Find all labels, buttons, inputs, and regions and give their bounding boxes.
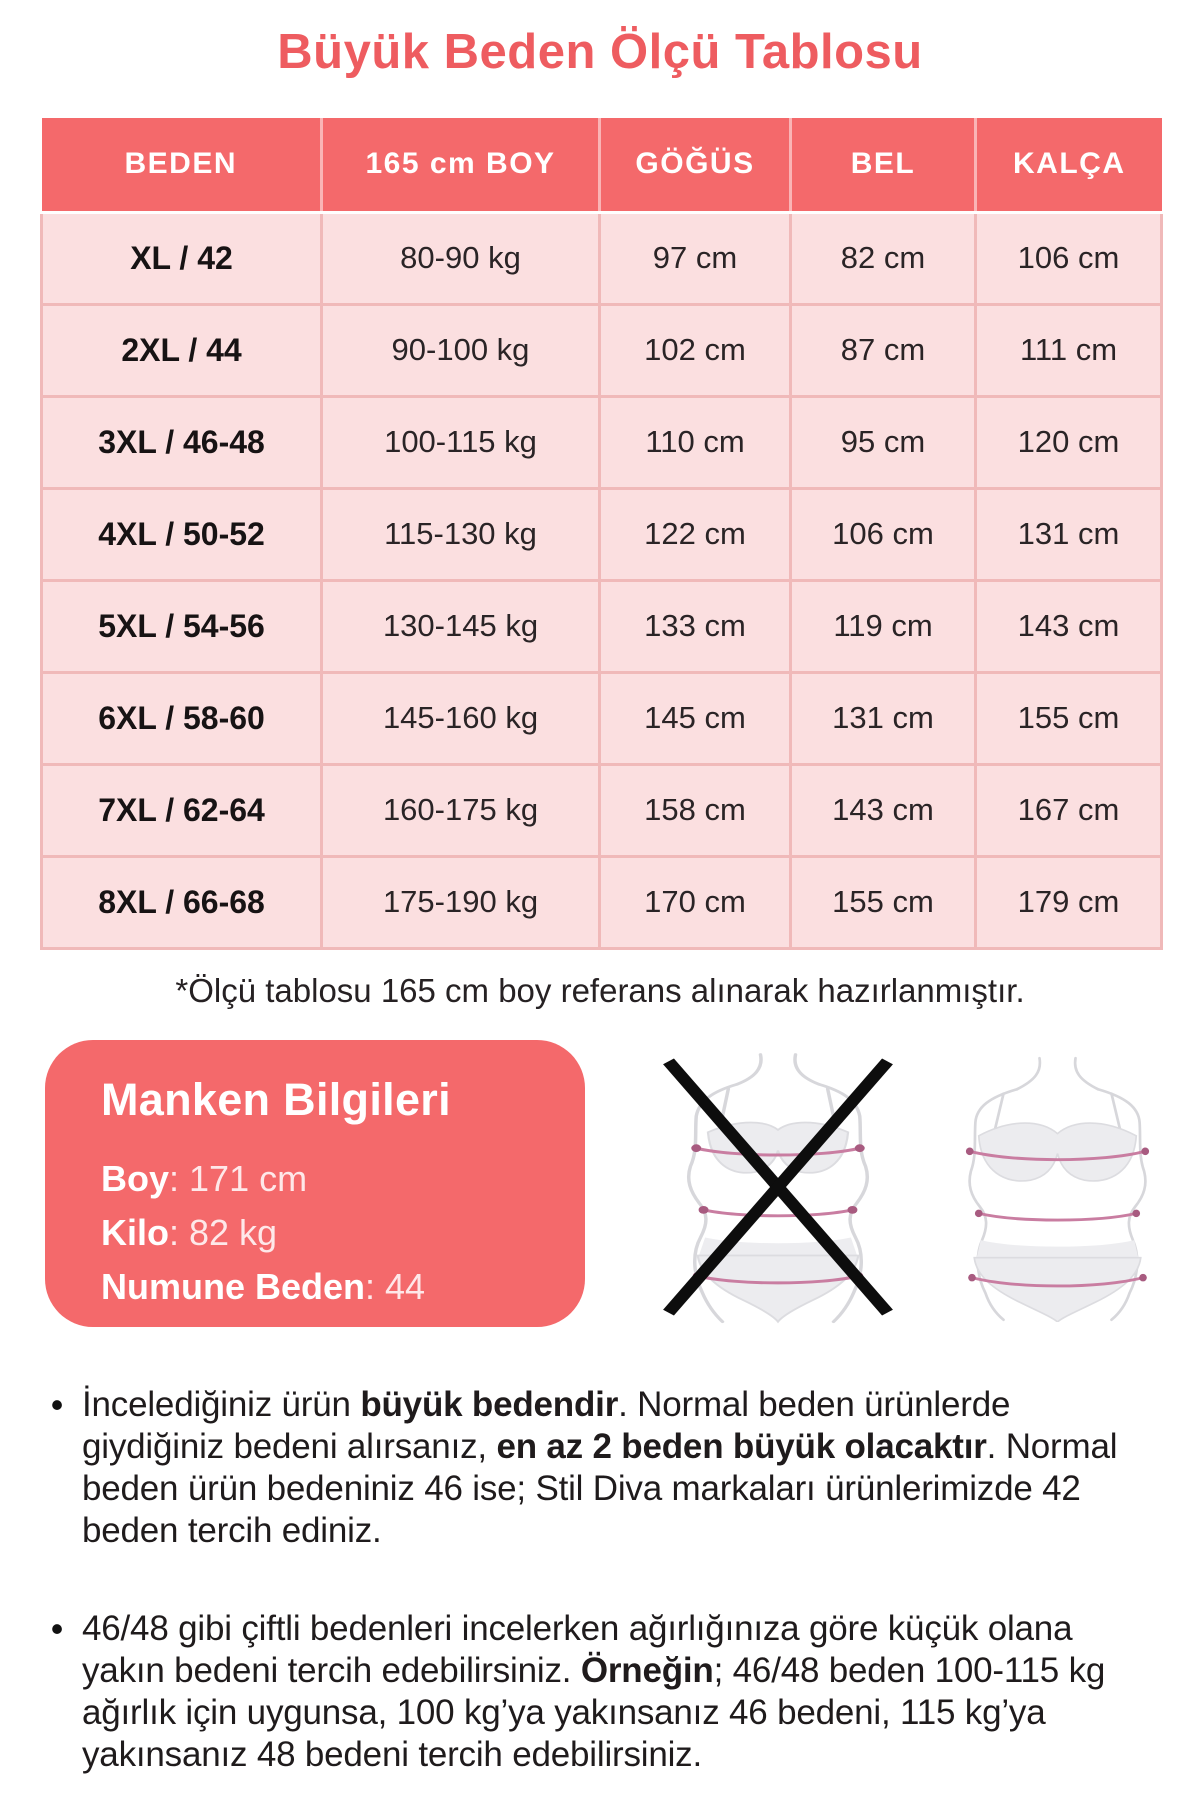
measurement-cell: 119 cm — [791, 580, 976, 672]
measurement-cell: 143 cm — [976, 580, 1162, 672]
size-cell: 5XL / 54-56 — [42, 580, 322, 672]
model-height-line — [101, 1152, 555, 1206]
bullet-text — [82, 1608, 1142, 1776]
model-height-label: Boy — [101, 1158, 170, 1199]
bullet-dot: • — [50, 1384, 64, 1425]
table-row — [42, 764, 1162, 856]
measurement-cell: 158 cm — [600, 764, 791, 856]
measurement-cell: 111 cm — [976, 304, 1162, 396]
plus-size-body-silhouette-icon — [945, 1056, 1170, 1322]
measurement-cell: 131 cm — [976, 488, 1162, 580]
bullet-segment: ; 46/48 beden 100-115 kg ağırlık için uygunsa, 100 kg’ya yakınsanız 46 bedeni, 115 kg’ya yakınsanız 48 bedeni tercih edebilirsiniz. — [82, 1651, 1106, 1774]
header-cell-boy: 165 cm BOY — [322, 118, 600, 212]
model-sample-size-label: Numune Beden — [101, 1266, 366, 1307]
size-table — [40, 118, 1163, 950]
measurement-cell: 145-160 kg — [322, 672, 600, 764]
measurement-cell: 102 cm — [600, 304, 791, 396]
bullet-segment: İncelediğiniz ürün — [82, 1385, 361, 1424]
model-height-value: : 171 cm — [169, 1158, 308, 1199]
measurement-cell: 167 cm — [976, 764, 1162, 856]
measurement-cell: 82 cm — [791, 212, 976, 304]
table-row — [42, 304, 1162, 396]
measurement-cell: 145 cm — [600, 672, 791, 764]
model-info-card — [45, 1040, 585, 1327]
measurement-cell: 160-175 kg — [322, 764, 600, 856]
measurement-cell: 97 cm — [600, 212, 791, 304]
measurement-cell: 131 cm — [791, 672, 976, 764]
model-info-heading: Manken Bilgileri — [101, 1074, 451, 1125]
header-cell-bel: BEL — [791, 118, 976, 212]
bullet-bold-segment: en az 2 beden büyük olacaktır — [496, 1427, 987, 1466]
size-table-header — [42, 118, 1162, 212]
measurement-cell: 90-100 kg — [322, 304, 600, 396]
bullet-item — [32, 1384, 1152, 1552]
crossed-body-silhouette-icon — [632, 1050, 924, 1324]
measurement-cell: 175-190 kg — [322, 856, 600, 948]
measurement-cell: 95 cm — [791, 396, 976, 488]
table-row — [42, 672, 1162, 764]
header-cell-kalca: KALÇA — [976, 118, 1162, 212]
table-row — [42, 488, 1162, 580]
measurement-cell: 143 cm — [791, 764, 976, 856]
measurement-cell: 155 cm — [791, 856, 976, 948]
measurement-cell: 155 cm — [976, 672, 1162, 764]
measurement-cell: 179 cm — [976, 856, 1162, 948]
bullet-segment: 46/48 gibi çiftli bedenleri incelerken ağırlığınıza göre küçük olana yakın bedeni tercih edebilirsiniz. — [82, 1609, 1073, 1690]
info-bullets — [32, 1384, 1152, 1800]
measurement-cell: 130-145 kg — [322, 580, 600, 672]
header-row — [42, 118, 1162, 212]
size-cell: 4XL / 50-52 — [42, 488, 322, 580]
size-cell: 2XL / 44 — [42, 304, 322, 396]
measurement-cell: 133 cm — [600, 580, 791, 672]
footnote: *Ölçü tablosu 165 cm boy referans alınarak hazırlanmıştır. — [175, 972, 1025, 1009]
measurement-cell: 87 cm — [791, 304, 976, 396]
size-cell: 3XL / 46-48 — [42, 396, 322, 488]
size-table-body — [42, 212, 1162, 948]
table-row — [42, 396, 1162, 488]
wrong-fit-figure — [632, 1050, 924, 1329]
measurement-cell: 106 cm — [976, 212, 1162, 304]
size-cell: 6XL / 58-60 — [42, 672, 322, 764]
bullet-segment: . Normal beden ürünlerde giydiğiniz bedeni alırsanız, — [82, 1385, 1011, 1466]
size-cell: 7XL / 62-64 — [42, 764, 322, 856]
model-sample-size-value: : 44 — [365, 1266, 426, 1307]
bullet-item — [32, 1608, 1152, 1776]
table-row — [42, 856, 1162, 948]
measurement-cell: 120 cm — [976, 396, 1162, 488]
model-weight-line — [101, 1206, 555, 1260]
size-cell: XL / 42 — [42, 212, 322, 304]
bullet-bold-segment: büyük bedendir — [360, 1385, 619, 1424]
model-weight-value: : 82 kg — [169, 1212, 278, 1253]
bullet-dot: • — [50, 1608, 64, 1649]
measurement-cell: 80-90 kg — [322, 212, 600, 304]
measurement-cell: 170 cm — [600, 856, 791, 948]
model-sample-size-line — [101, 1260, 555, 1314]
header-cell-gogus: GÖĞÜS — [600, 118, 791, 212]
size-cell: 8XL / 66-68 — [42, 856, 322, 948]
bullet-segment: . Normal beden ürün bedeniniz 46 ise; Stil Diva markaları ürünlerimizde 42 beden tercih ediniz. — [82, 1427, 1118, 1550]
page-title: Büyük Beden Ölçü Tablosu — [277, 25, 923, 79]
measurement-cell: 122 cm — [600, 488, 791, 580]
measurement-cell: 106 cm — [791, 488, 976, 580]
measurement-cell: 115-130 kg — [322, 488, 600, 580]
bullet-bold-segment: Örneğin — [580, 1651, 714, 1690]
measurement-cell: 110 cm — [600, 396, 791, 488]
model-weight-label: Kilo — [101, 1212, 169, 1253]
table-row — [42, 212, 1162, 304]
header-cell-beden: BEDEN — [42, 118, 322, 212]
table-row — [42, 580, 1162, 672]
correct-fit-figure — [945, 1056, 1170, 1327]
bullet-text — [82, 1384, 1142, 1552]
measurement-cell: 100-115 kg — [322, 396, 600, 488]
